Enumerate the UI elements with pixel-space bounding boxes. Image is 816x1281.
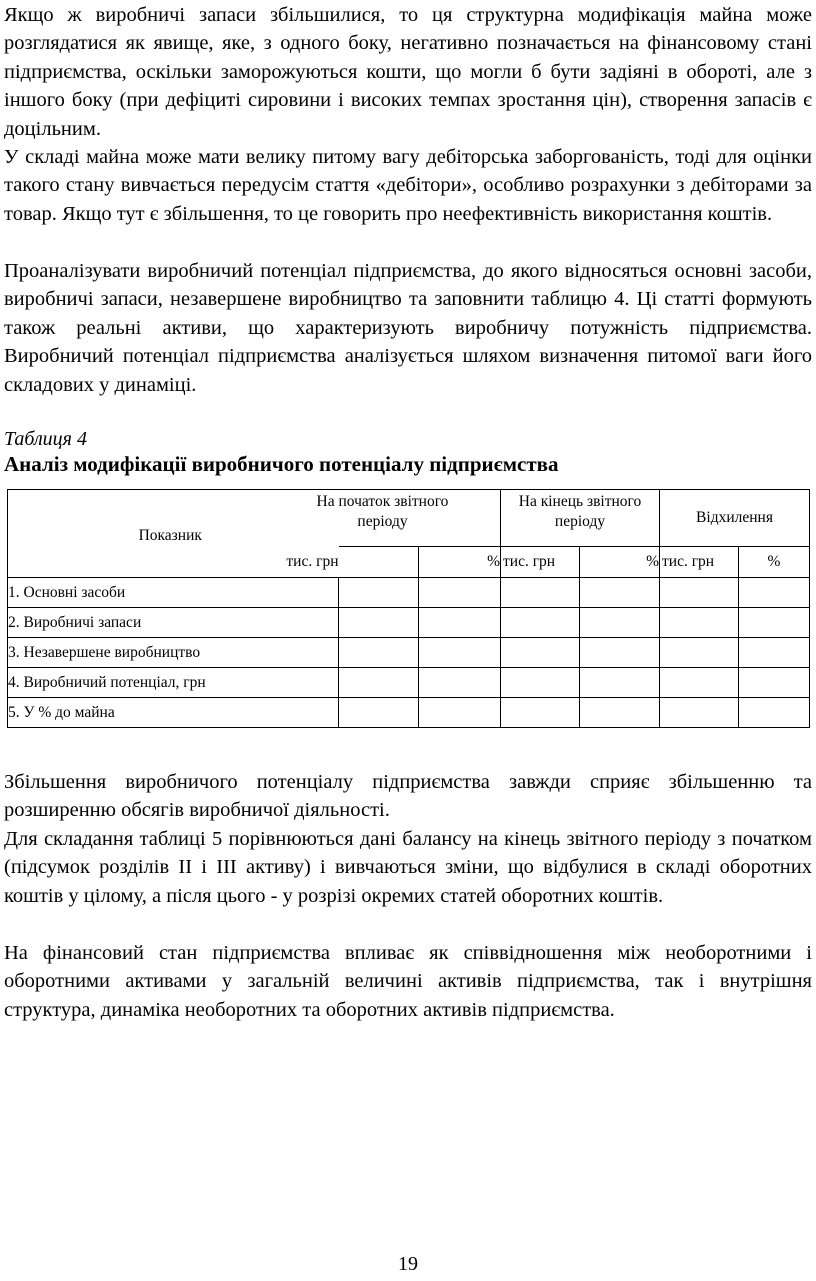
paragraph-4: Збільшення виробничого потенціалу підприємства завжди сприяє збільшенню та розширенню обсягів виробничої діяльності. [4,771,812,822]
row-label: 4. Виробничий потенціал, грн [8,668,339,698]
table-label: Таблиця 4 [4,428,87,450]
table-row [8,608,810,638]
row-label: 2. Виробничі запаси [8,608,339,638]
table-cell [739,638,810,668]
table-cell [739,668,810,698]
row-label: 3. Незавершене виробництво [8,638,339,668]
header-indicator: Показник [8,490,339,547]
header-start-period: На початок звітного періоду [339,490,501,547]
header-unit-dev-money: тис. грн [660,547,739,578]
table-cell [660,578,739,608]
row-label: 5. У % до майна [8,698,339,728]
table-row [8,698,810,728]
table-cell [419,578,501,608]
header-unit-start-blank [339,547,419,578]
header-deviation: Відхилення [660,490,810,547]
table-row [8,668,810,698]
table-cell [580,638,660,668]
header-unit-dev-percent: % [739,547,810,578]
table-cell [339,578,419,608]
table-title: Аналіз модифікації виробничого потенціалу підприємства [4,452,559,476]
table-cell [339,698,419,728]
table-cell [739,608,810,638]
header-unit-end-money: тис. грн [501,547,580,578]
paragraph-1: Якщо ж виробничі запаси збільшилися, то ця структурна модифікація майна може розглядатися як явище, яке, з одного боку, негативно позначається на фінансовому стані підприємства, оскільки заморожуються кошти, що могли б бути задіяні в обороті, але з іншого боку (при дефіциті сировини і високих темпах зростання цін), створення запасів є доцільним. [4,4,812,140]
table-cell [501,638,580,668]
table-cell [419,638,501,668]
table-cell [739,698,810,728]
table-cell [501,668,580,698]
table-row [8,578,810,608]
header-end-period: На кінець звітного періоду [501,490,660,547]
table-row [8,638,810,668]
table-cell [580,608,660,638]
table-cell [339,668,419,698]
table-cell [660,668,739,698]
table-cell [501,698,580,728]
table-cell [419,608,501,638]
table-cell [419,668,501,698]
page-number: 19 [398,1253,418,1275]
table-cell [501,578,580,608]
header-unit-start-percent: % [419,547,501,578]
table-cell [660,608,739,638]
table-cell [501,608,580,638]
header-unit-end-percent: % [580,547,660,578]
header-unit-start-money: тис. грн [8,547,339,578]
paragraph-3: Проаналізувати виробничий потенціал підприємства, до якого відносяться основні засоби, виробничі запаси, незавершене виробництво та заповнити таблицю 4. Ці статті формують також реальні активи, що характеризують виробничу потужність підприємства. Виробничий потенціал підприємства аналізується шляхом визначення питомої ваги його складових у динаміці. [4,260,812,396]
table-cell [739,578,810,608]
paragraph-6: На фінансовий стан підприємства впливає як співвідношення між необоротними і оборотними активами у загальній величині активів підприємства, так і внутрішня структура, динаміка необоротних та оборотних активів підприємства. [4,942,812,1021]
table-cell [660,638,739,668]
table-cell [660,698,739,728]
paragraph-5: Для складання таблиці 5 порівнюються дані балансу на кінець звітного періоду з початком (підсумок розділів II і III активу) і вивчаються зміни, що відбулися в складі оборотних коштів у цілому, а після цього - у розрізі окремих статей оборотних коштів. [4,828,812,907]
table-cell [339,638,419,668]
table-cell [580,698,660,728]
row-label: 1. Основні засоби [8,578,339,608]
table-cell [419,698,501,728]
production-potential-table [7,489,810,728]
paragraph-2: У складі майна може мати велику питому вагу дебіторська заборгованість, тоді для оцінки такого стану вивчається передусім стаття «дебітори», особливо розрахунки з дебіторами за товар. Якщо тут є збільшення, то це говорить про неефективність використання коштів. [4,146,812,225]
table-cell [339,608,419,638]
table-cell [580,578,660,608]
table-cell [580,668,660,698]
